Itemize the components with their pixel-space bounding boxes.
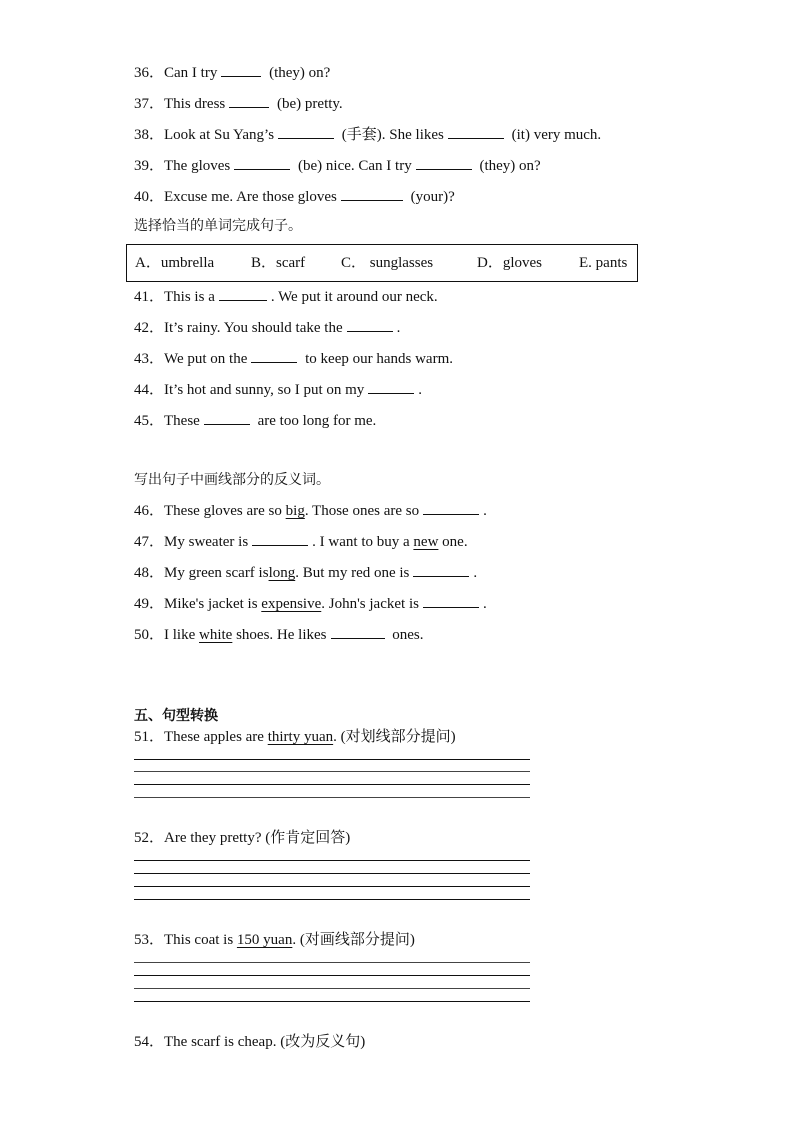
- answer-line[interactable]: [134, 759, 530, 760]
- question-text: These: [164, 413, 200, 429]
- answer-line[interactable]: [134, 962, 530, 963]
- question-text: . John's jacket is: [321, 596, 419, 612]
- answer-line[interactable]: [134, 860, 530, 861]
- question-number: 44．: [134, 382, 165, 398]
- answer-blank[interactable]: [251, 348, 297, 363]
- answer-blank[interactable]: [448, 124, 504, 139]
- question-46: [134, 500, 487, 521]
- question-text: These gloves are so: [164, 503, 282, 519]
- question-text: We put on the: [164, 351, 248, 367]
- question-text: .: [482, 596, 487, 612]
- question-41: [134, 286, 438, 307]
- question-text: .: [483, 503, 487, 519]
- question-number: 40．: [134, 189, 165, 205]
- question-48: [134, 562, 477, 583]
- question-number: 36．: [134, 65, 165, 81]
- question-number: 54．: [134, 1034, 165, 1050]
- question-hint: (手套). She likes: [341, 127, 444, 143]
- answer-line[interactable]: [134, 873, 530, 874]
- option-b: B．scarf: [251, 255, 306, 271]
- answer-line[interactable]: [134, 784, 530, 785]
- question-text: . I want to buy a: [312, 534, 410, 550]
- question-text: Excuse me. Are those gloves: [164, 189, 337, 205]
- question-number: 46．: [134, 503, 165, 519]
- question-text: . We put it around our neck.: [270, 289, 438, 305]
- answer-blank[interactable]: [423, 500, 479, 515]
- answer-line[interactable]: [134, 886, 530, 887]
- question-text: Mike's jacket is: [164, 596, 258, 612]
- question-number: 48．: [134, 565, 165, 581]
- underlined-word: big: [285, 503, 305, 519]
- question-37: [134, 93, 343, 114]
- question-36: [134, 62, 330, 83]
- answer-line[interactable]: [134, 797, 530, 798]
- question-52: [134, 828, 350, 848]
- section-heading: 五、句型转换: [134, 708, 218, 724]
- question-text: . (对划线部分提问): [333, 729, 456, 745]
- question-number: 42．: [134, 320, 165, 336]
- question-54: [134, 1032, 365, 1052]
- answer-blank[interactable]: [219, 286, 267, 301]
- question-text: My green scarf is: [164, 565, 269, 581]
- answer-blank[interactable]: [368, 379, 414, 394]
- section-instruction-antonym: 写出句子中画线部分的反义词。: [134, 472, 330, 488]
- question-text: It’s rainy. You should take the: [164, 320, 343, 336]
- answer-blank[interactable]: [204, 410, 250, 425]
- underlined-word: white: [199, 627, 233, 643]
- option-d: D．gloves: [477, 255, 542, 271]
- question-39: [134, 155, 541, 176]
- question-text: .: [396, 320, 401, 336]
- answer-line[interactable]: [134, 975, 530, 976]
- question-text: The scarf is cheap. (改为反义句): [164, 1034, 366, 1050]
- question-number: 51．: [134, 729, 165, 745]
- answer-blank[interactable]: [331, 624, 385, 639]
- question-number: 43．: [134, 351, 165, 367]
- question-text: This dress: [164, 96, 226, 112]
- question-43: [134, 348, 453, 369]
- question-text: Look at Su Yang’s: [164, 127, 275, 143]
- question-text: . But my red one is: [295, 565, 410, 581]
- answer-blank[interactable]: [278, 124, 334, 139]
- question-44: [134, 379, 422, 400]
- question-text: Can I try: [164, 65, 218, 81]
- question-number: 53．: [134, 932, 165, 948]
- answer-blank[interactable]: [416, 155, 472, 170]
- question-number: 38．: [134, 127, 165, 143]
- answer-line[interactable]: [134, 899, 530, 900]
- question-text: to keep our hands warm.: [305, 351, 454, 367]
- question-text: These apples are: [164, 729, 264, 745]
- question-51: [134, 727, 456, 747]
- section-instruction-choose: 选择恰当的单词完成句子。: [134, 218, 302, 234]
- question-hint: (be) nice. Can I try: [298, 158, 412, 174]
- question-42: [134, 317, 400, 338]
- answer-line[interactable]: [134, 1001, 530, 1002]
- underlined-word: long: [268, 565, 296, 581]
- question-number: 41．: [134, 289, 165, 305]
- question-hint: (your)?: [410, 189, 455, 205]
- underlined-word: thirty yuan: [267, 729, 334, 745]
- answer-blank[interactable]: [341, 186, 403, 201]
- option-a: A．umbrella: [135, 255, 215, 271]
- answer-blank[interactable]: [413, 562, 469, 577]
- answer-blank[interactable]: [234, 155, 290, 170]
- question-hint: (they) on?: [479, 158, 541, 174]
- question-text: My sweater is: [164, 534, 249, 550]
- question-text: .: [418, 382, 423, 398]
- underlined-word: expensive: [261, 596, 322, 612]
- answer-blank[interactable]: [423, 593, 479, 608]
- underlined-word: new: [413, 534, 439, 550]
- question-38: [134, 124, 601, 145]
- underlined-word: 150 yuan: [236, 932, 293, 948]
- question-text: It’s hot and sunny, so I put on my: [164, 382, 365, 398]
- question-text: ones.: [392, 627, 424, 643]
- question-hint: (be) pretty.: [277, 96, 343, 112]
- question-49: [134, 593, 487, 614]
- question-text: one.: [442, 534, 468, 550]
- question-text: Are they pretty? (作肯定回答): [164, 830, 351, 846]
- question-45: [134, 410, 376, 431]
- question-text: shoes. He likes: [236, 627, 327, 643]
- option-e: E. pants: [579, 255, 628, 271]
- question-text: This is a: [164, 289, 215, 305]
- question-text: The gloves: [164, 158, 231, 174]
- question-text: are too long for me.: [257, 413, 377, 429]
- option-c: C． sunglasses: [341, 255, 434, 271]
- question-number: 49．: [134, 596, 165, 612]
- question-40: [134, 186, 455, 207]
- answer-line[interactable]: [134, 988, 530, 989]
- answer-blank[interactable]: [252, 531, 308, 546]
- question-text: . Those ones are so: [304, 503, 420, 519]
- question-number: 52．: [134, 830, 165, 846]
- question-text: .: [473, 565, 478, 581]
- question-53: [134, 930, 415, 950]
- question-50: [134, 624, 424, 645]
- question-text: I like: [164, 627, 196, 643]
- word-bank-box: [126, 244, 638, 282]
- question-hint: (it) very much.: [511, 127, 602, 143]
- answer-blank[interactable]: [221, 62, 261, 77]
- question-number: 45．: [134, 413, 165, 429]
- question-47: [134, 531, 468, 552]
- answer-line[interactable]: [134, 771, 530, 772]
- question-text: This coat is: [164, 932, 234, 948]
- question-number: 37．: [134, 96, 165, 112]
- question-number: 47．: [134, 534, 165, 550]
- answer-blank[interactable]: [229, 93, 269, 108]
- answer-blank[interactable]: [347, 317, 393, 332]
- question-text: . (对画线部分提问): [292, 932, 415, 948]
- question-hint: (they) on?: [269, 65, 331, 81]
- question-number: 39．: [134, 158, 165, 174]
- question-number: 50．: [134, 627, 165, 643]
